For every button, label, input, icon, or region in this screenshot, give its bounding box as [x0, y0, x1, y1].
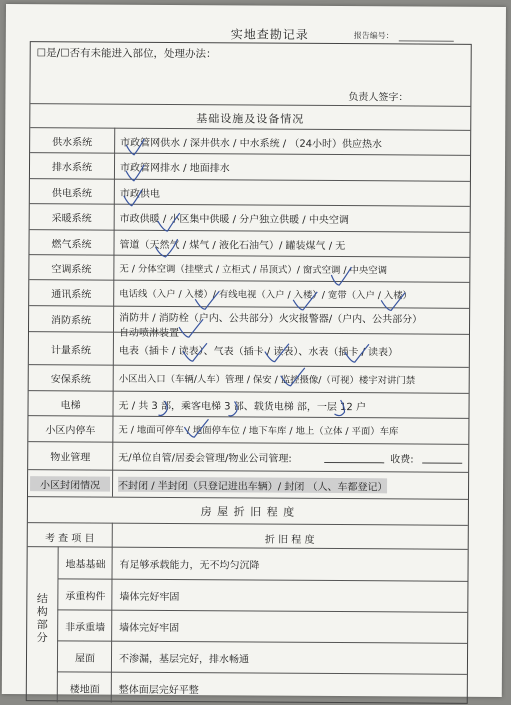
depreciation-degree-value: 墙体完好牢固 — [119, 622, 180, 634]
row-label: 消防系统 — [51, 315, 92, 327]
row-value: 无 / 共 3 部，乘客电梯 3 部、载货电梯 部，一层 12 户 — [118, 400, 367, 413]
report-number-line — [399, 40, 454, 41]
row-value: 管道（天然气 / 煤气 / 液化石油气）/ 罐装煤气 / 无 — [119, 239, 346, 252]
row-value: 电表（插卡 / 读表）、气表（插卡 / 读表）、水表（插卡 / 读表） — [118, 345, 399, 358]
row-value: 市政管网排水 / 地面排水 — [119, 162, 230, 175]
divider — [28, 496, 468, 500]
row-value: 不封闭 / 半封闭（只登记进出车辆）/ 封闭 （人、车都登记） — [118, 476, 388, 493]
column-header-item: 考 查 项 目 — [44, 533, 95, 545]
depreciation-degree-value: 墙体完好牢固 — [119, 591, 180, 603]
fee-label: 收费: — [390, 454, 414, 466]
divider — [29, 279, 469, 283]
divider — [28, 441, 468, 445]
access-notice: ☐是/☐否有未能进入部位，处理办法： — [36, 47, 217, 61]
divider — [57, 609, 467, 613]
row-value: 电话线（入户 / 入楼）/ 有线电视（入户 / 入楼）/ 宽带（入户 / 入楼） — [119, 288, 413, 302]
row-label: 物业管理 — [50, 452, 91, 464]
row-label: 小区内停车 — [45, 425, 96, 437]
depreciation-degree-value: 整体面层完好平整 — [118, 684, 199, 696]
inspection-table — [26, 41, 472, 704]
divider — [28, 522, 468, 526]
divider — [28, 415, 468, 419]
divider — [29, 305, 469, 309]
row-value: 无 / 地面可停车 / 地面停车位 / 地下车库 / 地上（立体 / 平面）车库 — [118, 424, 399, 438]
row-label: 计量系统 — [50, 344, 91, 357]
row-label: 供电系统 — [51, 187, 92, 200]
depreciation-item-label: 地基基础 — [65, 559, 106, 571]
signature-label: 负责人签字： — [348, 92, 409, 104]
row-label: 通讯系统 — [51, 289, 92, 301]
row-label: 供水系统 — [52, 136, 93, 149]
page-title: 实地查勘记录 — [230, 27, 309, 42]
divider — [30, 229, 470, 233]
divider — [29, 364, 469, 368]
divider — [30, 203, 470, 207]
divider — [30, 103, 470, 107]
blank-line — [422, 455, 462, 464]
depreciation-item-label: 屋面 — [74, 652, 96, 665]
divider — [57, 640, 467, 644]
divider — [30, 152, 470, 156]
row-value-line2: 自动喷淋装置 — [118, 327, 180, 340]
depreciation-degree-value: 有足够承载能力，无不均匀沉降 — [119, 559, 260, 572]
column-header-degree: 折 旧 程 度 — [264, 534, 315, 546]
divider — [29, 331, 469, 335]
depreciation-item-label: 非承重墙 — [65, 621, 106, 634]
row-value: 市政管网供水 / 深井供水 / 中水系统 / （24小时）供应热水 — [120, 137, 383, 150]
divider — [28, 546, 468, 550]
divider — [57, 671, 467, 675]
depreciation-item-label: 楼地面 — [69, 683, 100, 696]
blank-line — [324, 454, 384, 463]
divider — [30, 178, 470, 182]
row-value: 市政供电 — [119, 188, 160, 200]
row-value: 市政供暖 / 小区集中供暖 / 分户独立供暖 / 中央空调 — [119, 213, 349, 227]
divider — [28, 469, 468, 473]
divider — [29, 254, 469, 258]
divider — [30, 127, 470, 131]
section-title-depreciation: 房 屋 折 旧 程 度 — [200, 505, 296, 519]
company-name-blank — [324, 452, 384, 463]
row-value: 无 / 分体空调（挂壁式 / 立柜式 / 吊顶式）/ 窗式空调 / 中央空调 — [119, 263, 388, 276]
divider — [29, 390, 469, 394]
structure-part-label: 结 构 部 分 — [36, 592, 48, 645]
row-label: 排水系统 — [51, 162, 93, 174]
row-label: 采暖系统 — [51, 213, 92, 225]
fee-blank — [422, 453, 462, 464]
row-label: 空调系统 — [51, 263, 92, 276]
row-value: 消防井 / 消防栓（户内、公共部分）火灾报警器/（户内、公共部分） — [119, 312, 423, 326]
column-divider — [111, 523, 113, 703]
row-label: 小区封闭情况 — [30, 476, 110, 491]
section-title-facilities: 基础设施及设备情况 — [196, 112, 305, 126]
row-value: 无/单位自管/居委会管理/物业公司管理: — [118, 452, 292, 465]
divider — [57, 578, 467, 582]
report-number-label: 报告编号： — [353, 31, 394, 41]
row-label: 电梯 — [60, 399, 81, 411]
depreciation-degree-value: 不渗漏，基层完好，排水畅通 — [118, 653, 250, 665]
row-label: 安保系统 — [50, 374, 91, 386]
row-value: 小区出入口（车辆/人车）管理 / 保安 / 监控摄像/（可视）楼宇对讲门禁 — [118, 373, 416, 387]
row-label: 燃气系统 — [51, 238, 92, 251]
document-page — [2, 4, 506, 697]
depreciation-item-label: 承重构件 — [65, 590, 106, 603]
